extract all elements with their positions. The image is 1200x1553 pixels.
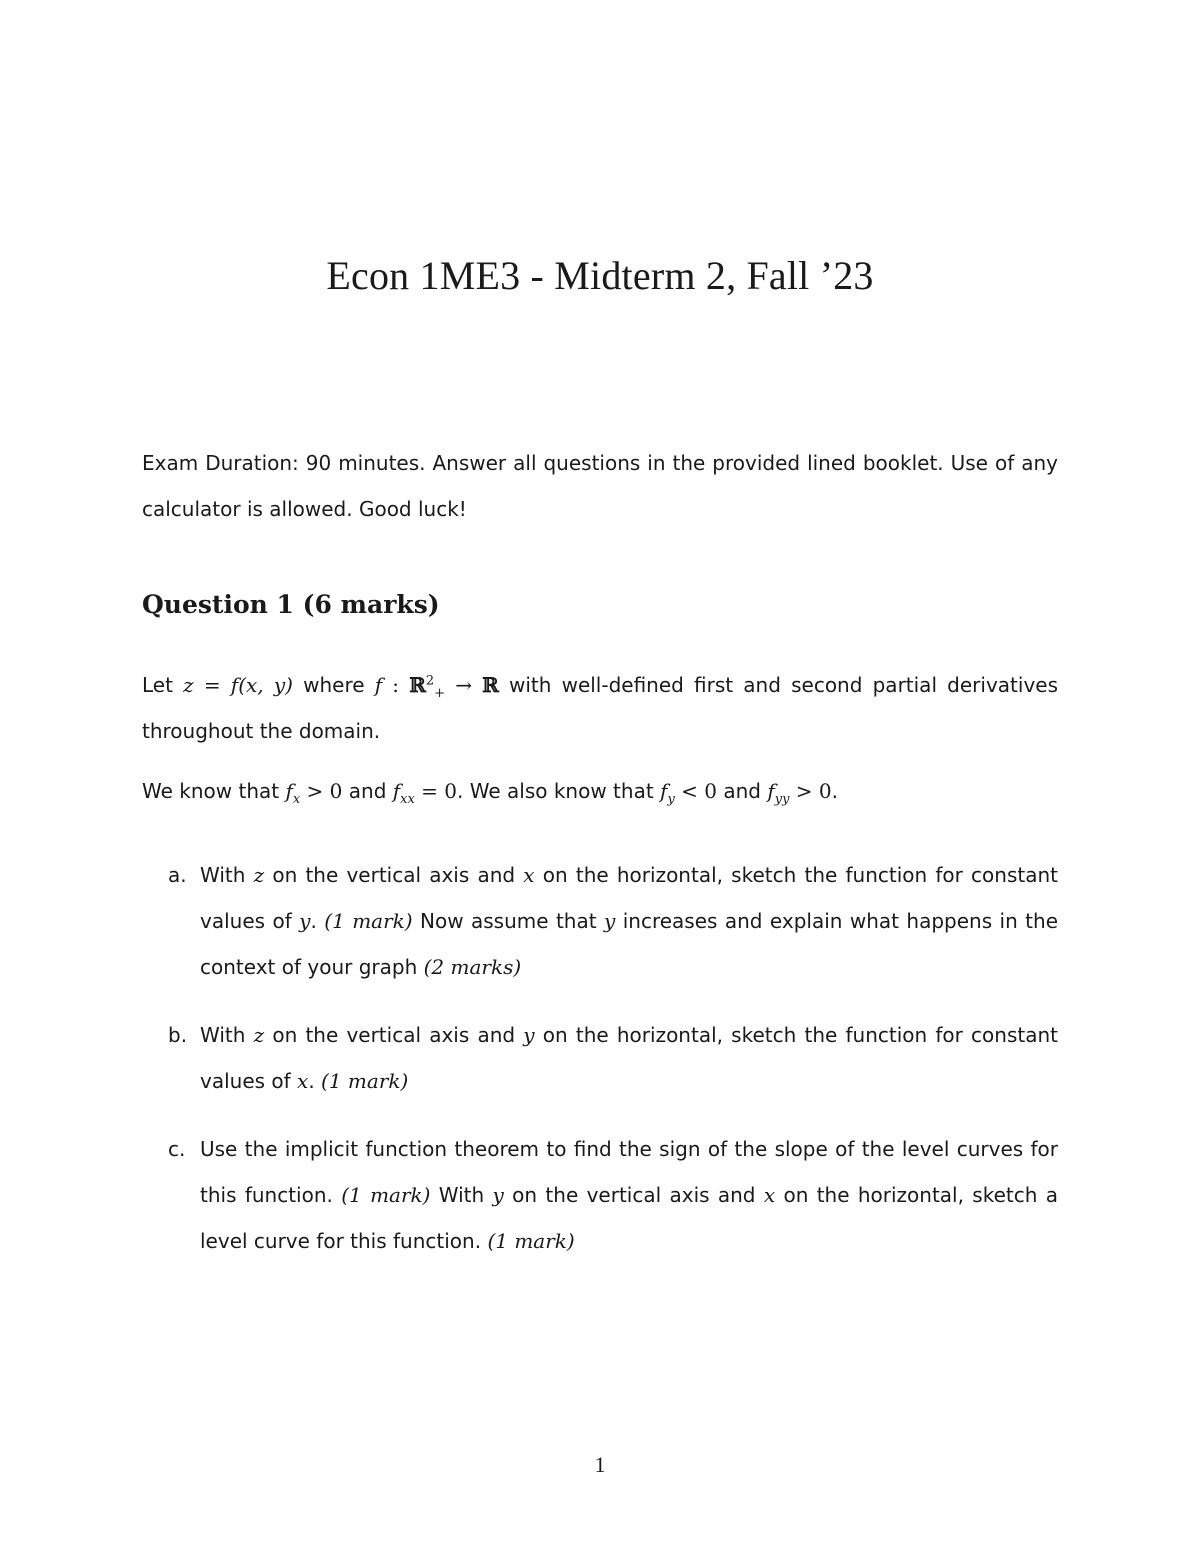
page-number: 1: [594, 1452, 606, 1477]
question-1-premise: Let z = f(x, y) where f : ℝ$^2_+$ → ℝ with well-defined first and second partial derivatives throughout the domain.: [142, 673, 1059, 743]
question-1-part-c: c. Use the implicit function theorem to find the sign of the slope of the level curves for this function. (1 mark) With y on the vertical axis and x on the horizontal, sketch a level curve for this function. (1 mark): [142, 1126, 1058, 1264]
part-label: b.: [168, 1023, 188, 1047]
marks-label: (2 marks): [423, 955, 522, 979]
exam-instructions: Exam Duration: 90 minutes. Answer all questions in the provided lined booklet. Use of any calculator is allowed. Good luck!: [142, 451, 1058, 521]
exam-title: Econ 1ME3 - Midterm 2, Fall ’23: [326, 253, 874, 298]
marks-label: (1 mark): [321, 1069, 409, 1093]
question-1-parts: [142, 852, 1058, 1286]
part-label: a.: [168, 863, 187, 887]
question-1-conditions: We know that $f_x > 0$ and $f_{xx} = 0$. We also know that $f_y < 0$ and $f_{yy} > 0$.: [142, 779, 839, 807]
marks-label: (1 mark): [324, 909, 413, 933]
question-1-part-a: a. With z on the vertical axis and x on the horizontal, sketch the function for constant values of y. (1 mark) Now assume that y increases and explain what happens in the context of your graph (2 marks): [142, 852, 1058, 990]
question-1-heading: Question 1 (6 marks): [142, 590, 440, 619]
question-1-part-b: b. With z on the vertical axis and y on the horizontal, sketch the function for constant values of x. (1 mark): [142, 1012, 1058, 1104]
marks-label: (1 mark): [341, 1183, 431, 1207]
marks-label: (1 mark): [487, 1229, 575, 1253]
part-label: c.: [168, 1137, 186, 1161]
